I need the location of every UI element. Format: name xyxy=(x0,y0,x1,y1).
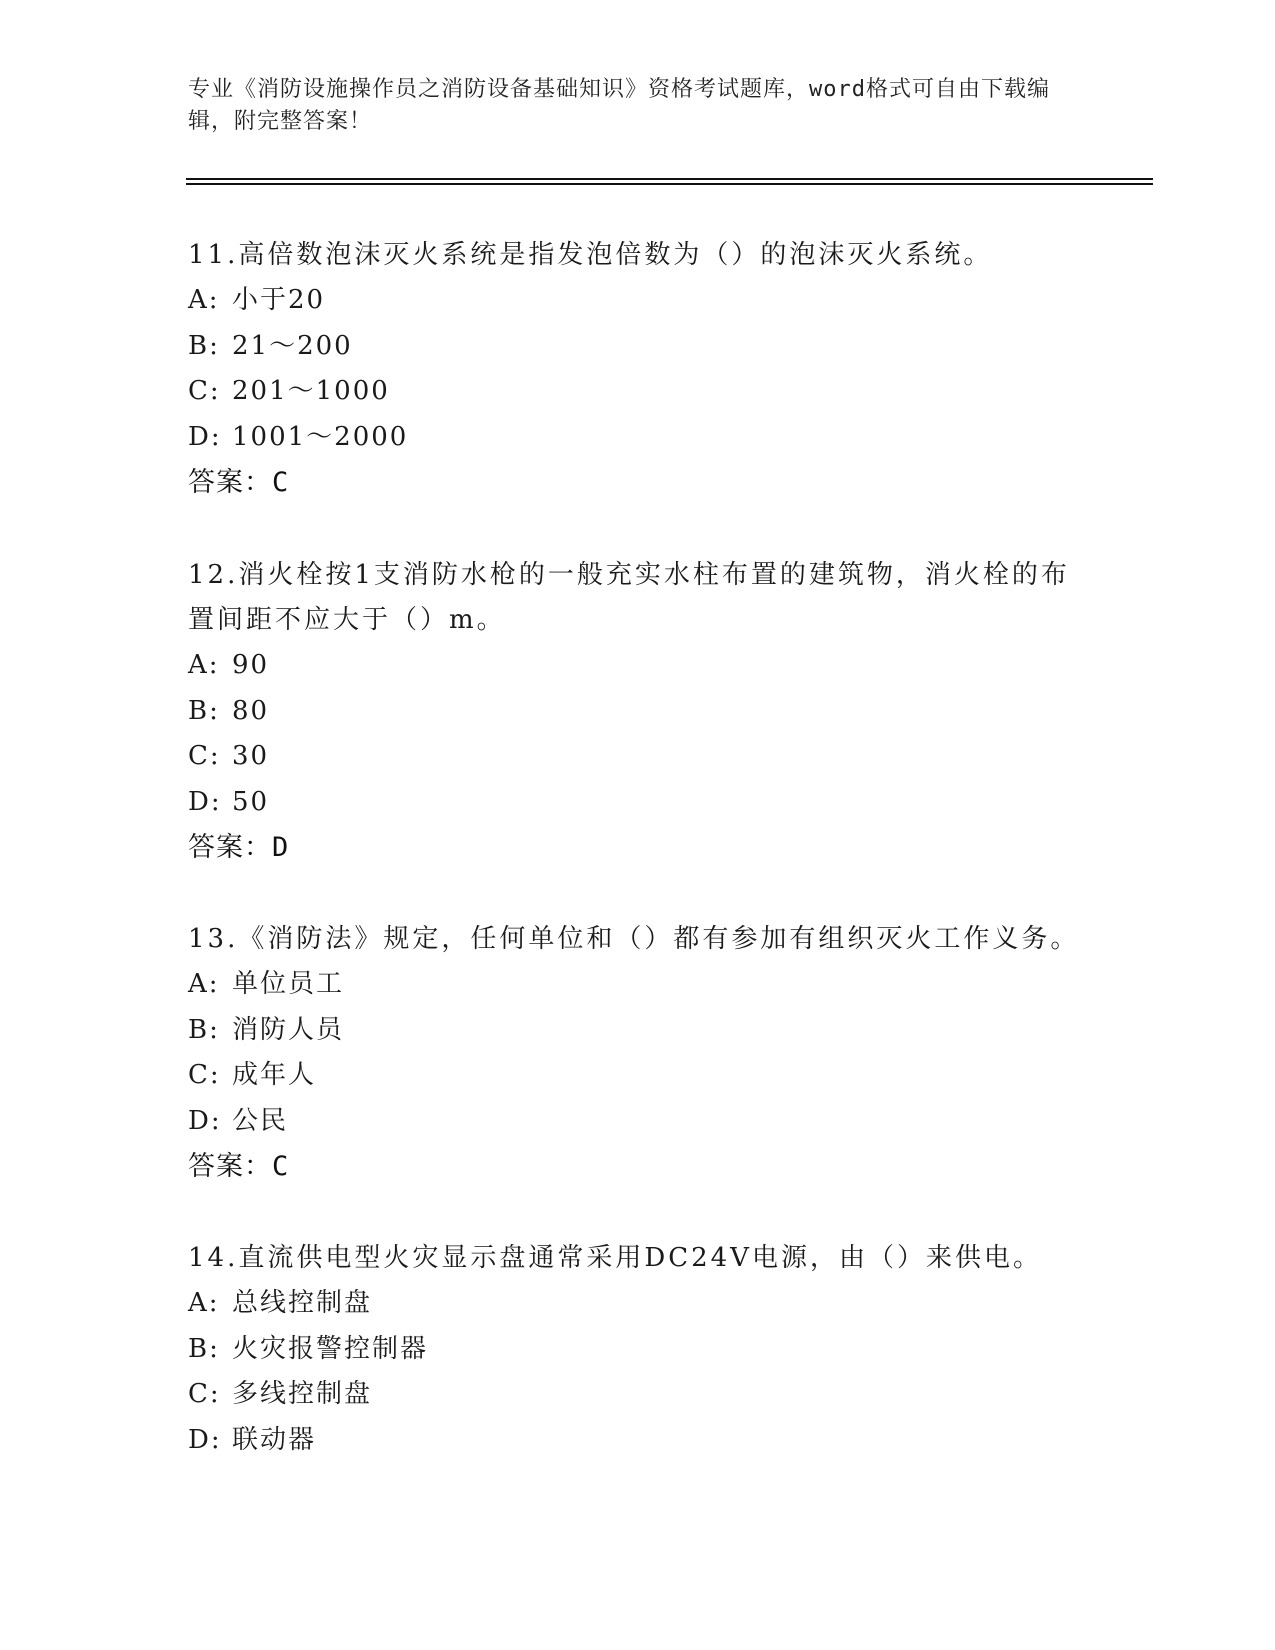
option-text: 21～200 xyxy=(232,330,353,361)
option-key: C: xyxy=(188,741,221,771)
option-key: C: xyxy=(188,1379,221,1409)
option-c xyxy=(188,369,1088,415)
option-key: A: xyxy=(188,1288,220,1318)
option-d xyxy=(188,1418,1088,1464)
option-text: 201～1000 xyxy=(232,376,390,406)
option-key: D: xyxy=(188,421,222,452)
option-text: 成年人 xyxy=(232,1060,317,1090)
option-key: D: xyxy=(188,1424,222,1455)
option-b xyxy=(188,689,1088,735)
question-stem: 13.《消防法》规定，任何单位和（）都有参加有组织灭火工作义务。 xyxy=(188,924,1080,954)
option-key: A: xyxy=(188,969,220,999)
header-divider-top xyxy=(186,178,1153,180)
question-12 xyxy=(188,553,1088,870)
option-key: B: xyxy=(188,1333,220,1364)
option-key: D: xyxy=(188,786,222,817)
option-c xyxy=(188,1053,1088,1099)
document-header: 专业《消防设施操作员之消防设备基础知识》资格考试题库，word格式可自由下载编辑，附完整答案！ xyxy=(188,77,1050,134)
question-14 xyxy=(188,1236,1088,1463)
option-text: 1001～2000 xyxy=(232,421,409,452)
question-11 xyxy=(188,233,1088,505)
option-d xyxy=(188,780,1088,826)
question-stem: 11.高倍数泡沫灭火系统是指发泡倍数为（）的泡沫灭火系统。 xyxy=(188,240,993,270)
option-key: A: xyxy=(188,650,220,680)
option-text: 多线控制盘 xyxy=(232,1379,373,1409)
option-text: 联动器 xyxy=(232,1424,317,1455)
option-key: B: xyxy=(188,695,220,726)
option-b xyxy=(188,324,1088,370)
option-d xyxy=(188,1099,1088,1145)
option-text: 小于20 xyxy=(232,285,326,315)
option-text: 总线控制盘 xyxy=(232,1288,373,1318)
question-stem: 12.消火栓按1支消防水枪的一般充实水柱布置的建筑物，消火栓的布置间距不应大于（）m。 xyxy=(188,560,1070,635)
option-text: 90 xyxy=(232,650,270,680)
option-key: D: xyxy=(188,1105,222,1136)
option-text: 公民 xyxy=(232,1105,289,1136)
option-key: B: xyxy=(188,330,220,361)
option-text: 30 xyxy=(232,741,270,771)
answer-label: 答案：C xyxy=(188,1151,290,1182)
option-c xyxy=(188,1372,1088,1418)
option-text: 火灾报警控制器 xyxy=(232,1333,429,1364)
option-key: C: xyxy=(188,1060,221,1090)
option-text: 80 xyxy=(232,695,270,726)
option-c xyxy=(188,734,1088,780)
option-key: A: xyxy=(188,285,220,315)
option-b xyxy=(188,1327,1088,1373)
option-text: 单位员工 xyxy=(232,969,345,999)
option-text: 消防人员 xyxy=(232,1014,345,1045)
answer-label: 答案：D xyxy=(188,832,290,863)
question-stem: 14.直流供电型火灾显示盘通常采用DC24V电源，由（）来供电。 xyxy=(188,1243,1042,1273)
header-divider-bottom xyxy=(186,183,1153,185)
option-key: B: xyxy=(188,1014,220,1045)
question-13 xyxy=(188,917,1088,1189)
option-key: C: xyxy=(188,376,221,406)
answer-label: 答案：C xyxy=(188,467,290,498)
option-b xyxy=(188,1008,1088,1054)
option-a xyxy=(188,1281,1088,1327)
option-a xyxy=(188,643,1088,689)
option-text: 50 xyxy=(232,786,270,817)
option-d xyxy=(188,415,1088,461)
option-a xyxy=(188,278,1088,324)
option-a xyxy=(188,962,1088,1008)
